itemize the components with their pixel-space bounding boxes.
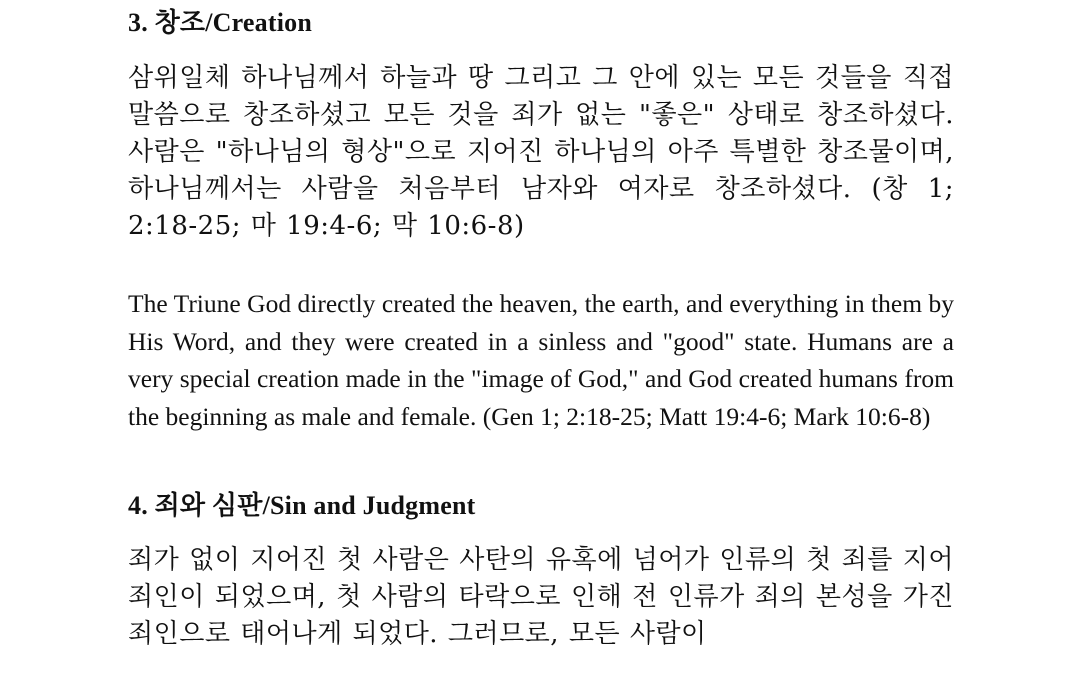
- section-heading-creation: 3. 창조/Creation: [128, 8, 312, 37]
- document-page: [128, 0, 954, 675]
- creation-korean-paragraph: 삼위일체 하나님께서 하늘과 땅 그리고 그 안에 있는 모든 것들을 직접 말씀으로 창조하셨고 모든 것을 죄가 없는 "좋은" 상태로 창조하셨다. 사람은 "하나님의 형상"으로 지어진 하나님의 아주 특별한 창조물이며, 하나님께서는 사람을 처음부터 남자와 여자로 창조하셨다. (창 1; 2:18-25; 마 19:4-6; 막 10:6-8): [128, 63, 954, 241]
- sin-judgment-korean-paragraph: 죄가 없이 지어진 첫 사람은 사탄의 유혹에 넘어가 인류의 첫 죄를 지어 죄인이 되었으며, 첫 사람의 타락으로 인해 전 인류가 죄의 본성을 가진 죄인으로 태어나게 되었다. 그러므로, 모든 사람이: [128, 545, 954, 649]
- creation-english-paragraph: The Triune God directly created the heaven, the earth, and everything in them by His Word, and they were created in a sinless and "good" state. Humans are a very special creation made in the "image of God," and God created humans from the beginning as male and female. (Gen 1; 2:18-25; Matt 19:4-6; Mark 10:6-8): [128, 289, 954, 431]
- section-heading-sin-and-judgment: 4. 죄와 심판/Sin and Judgment: [128, 491, 476, 520]
